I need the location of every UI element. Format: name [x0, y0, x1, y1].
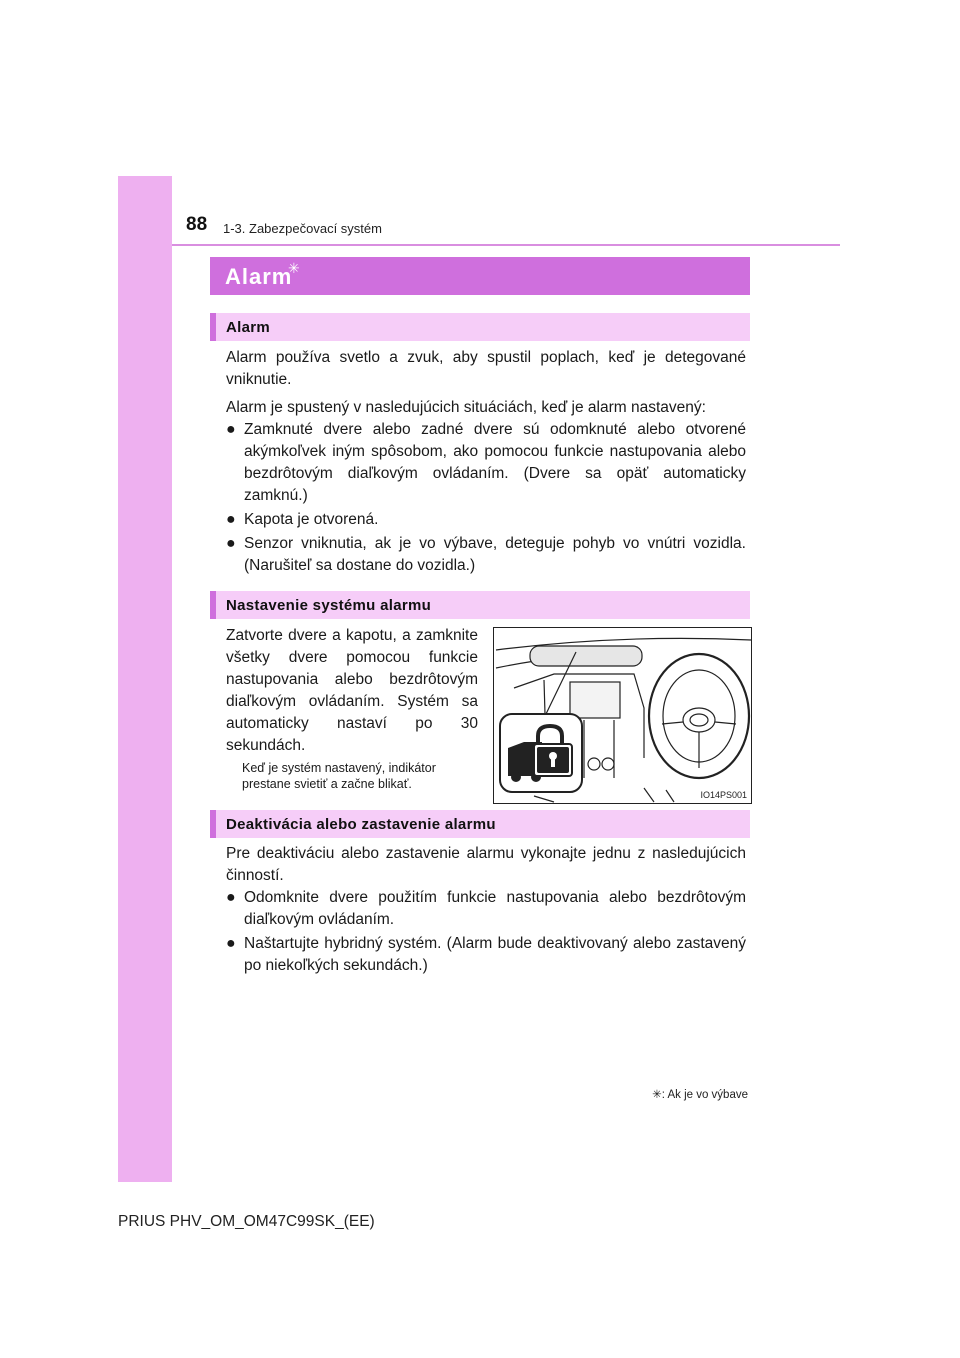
alarm-bullet-2-text: Kapota je otvorená. [244, 511, 379, 528]
alarm-bullet-1 [226, 419, 746, 507]
deactivation-bullet-1 [226, 887, 746, 931]
bullet-icon: ● [226, 935, 236, 952]
deactivation-para: Pre deaktiváciu alebo zastavenie alarmu vykonajte jednu z nasledujúcich činností. [226, 845, 746, 884]
dashboard-drawing [494, 628, 751, 803]
bullet-icon: ● [226, 421, 236, 438]
subheading-deactivation [210, 810, 750, 838]
asterisk-icon: ✳ [288, 260, 300, 276]
alarm-bullet-3 [226, 533, 746, 577]
setting-note: Keď je systém nastavený, indikátor prestane svietiť a začne blikať. [242, 761, 436, 791]
alarm-bullet-1-text: Zamknuté dvere alebo zadné dvere sú odomknuté alebo otvorené akýmkoľvek iným spôsobom, ako pomocou funkcie nastupovania alebo bezdrôtovým diaľkovým ovládaním. (Dvere sa opäť automaticky zamknú.) [244, 421, 746, 504]
deactivation-bullet-2 [226, 933, 746, 977]
page-number: 88 [186, 214, 208, 235]
footnote-text: : Ak je vo výbave [661, 1089, 748, 1101]
bullet-icon: ● [226, 511, 236, 528]
page-title: Alarm [225, 264, 293, 289]
deactivation-bullet-1-text: Odomknite dvere použitím funkcie nastupovania alebo bezdrôtovým diaľkovým ovládaním. [244, 889, 746, 928]
subheading-alarm-text: Alarm [226, 319, 271, 336]
alarm-para-1: Alarm používa svetlo a zvuk, aby spustil poplach, keď je detegované vniknutie. [226, 349, 746, 388]
dashboard-illustration [493, 627, 752, 804]
header-rule [172, 244, 840, 246]
footnote [620, 1087, 748, 1101]
subheading-setting-text: Nastavenie systému alarmu [226, 597, 432, 614]
asterisk-icon: ✳ [652, 1089, 662, 1101]
title-bar [210, 257, 750, 295]
subheading-alarm [210, 313, 750, 341]
subheading-setting [210, 591, 750, 619]
alarm-bullet-2 [226, 509, 746, 531]
bullet-icon: ● [226, 535, 236, 552]
alarm-para-2: Alarm je spustený v nasledujúcich situáciách, keď je alarm nastavený: [226, 399, 706, 416]
subheading-deactivation-text: Deaktivácia alebo zastavenie alarmu [226, 816, 496, 833]
footer-document-id: PRIUS PHV_OM_OM47C99SK_(EE) [118, 1213, 375, 1230]
bullet-icon: ● [226, 889, 236, 906]
alarm-bullet-3-text: Senzor vniknutia, ak je vo výbave, deteguje pohyb vo vnútri vozidla. (Narušiteľ sa dostane do vozidla.) [244, 535, 746, 574]
section-label: 1-3. Zabezpečovací systém [223, 221, 382, 236]
deactivation-bullet-2-text: Naštartujte hybridný systém. (Alarm bude deaktivovaný alebo zastavený po niekoľkých sekundách.) [244, 935, 746, 974]
setting-para: Zatvorte dvere a kapotu, a zamknite všetky dvere pomocou funkcie nastupovania alebo bezdrôtovým diaľkovým ovládaním. Systém sa automaticky nastaví po 30 sekundách. [226, 627, 478, 754]
side-band [118, 176, 172, 1182]
illustration-code: IO14PS001 [700, 790, 747, 800]
